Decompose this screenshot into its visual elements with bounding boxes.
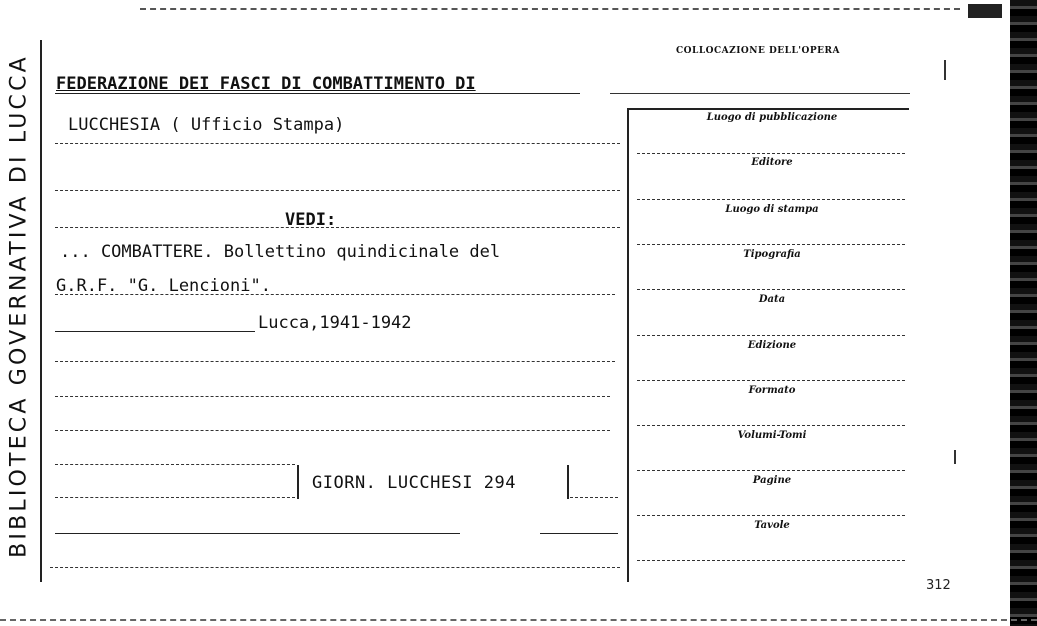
field-data: Data — [758, 294, 786, 305]
reference-line-1: ... COMBATTERE. Bollettino quindicinale del — [60, 242, 501, 262]
vedi-label: VEDI: — [285, 210, 337, 230]
field-rule — [637, 470, 905, 471]
ruled-line — [55, 464, 295, 465]
field-rule — [637, 289, 905, 290]
ruled-line — [55, 361, 615, 362]
field-rule — [637, 425, 905, 426]
ruled-line — [50, 567, 620, 568]
top-edge-mark — [968, 4, 1002, 18]
field-tavole: Tavole — [754, 520, 790, 531]
ruled-line — [55, 331, 255, 332]
heading-line-1: FEDERAZIONE DEI FASCI DI COMBATTIMENTO DI — [56, 74, 476, 94]
field-pagine: Pagine — [752, 475, 792, 486]
ruled-line — [55, 396, 610, 397]
library-name: BIBLIOTECA GOVERNATIVA DI LUCCA — [6, 54, 32, 558]
ruled-line — [55, 143, 620, 144]
ruled-line — [540, 533, 618, 534]
bottom-edge-border — [0, 619, 1037, 621]
margin-mark — [944, 60, 946, 80]
field-volumi-tomi: Volumi-Tomi — [737, 430, 807, 441]
field-tipografia: Tipografia — [743, 249, 801, 260]
field-editore: Editore — [751, 157, 793, 168]
field-edizione: Edizione — [747, 340, 797, 351]
ruled-line — [55, 533, 460, 534]
ruled-line — [55, 190, 620, 191]
handwritten-number: 312 — [926, 578, 951, 593]
field-luogo-stampa: Luogo di stampa — [725, 204, 819, 215]
field-rule — [637, 515, 905, 516]
shelfmark: GIORN. LUCCHESI 294 — [312, 473, 516, 493]
heading-line-2: LUCCHESIA ( Ufficio Stampa) — [68, 115, 345, 135]
top-edge-border — [140, 8, 960, 10]
field-formato: Formato — [748, 385, 796, 396]
ruled-line — [55, 430, 610, 431]
field-luogo-pubblicazione: Luogo di pubblicazione — [706, 112, 838, 123]
field-rule — [637, 153, 905, 154]
field-rule — [637, 244, 905, 245]
ruled-line — [570, 497, 618, 498]
ruled-line — [610, 93, 910, 94]
collocation-header: COLLOCAZIONE DELL'OPERA — [676, 46, 840, 56]
right-edge-border — [1010, 0, 1037, 626]
ruled-line — [55, 227, 620, 228]
spine-rule — [40, 40, 42, 582]
reference-place-date: Lucca,1941-1942 — [258, 313, 412, 333]
field-rule — [637, 335, 905, 336]
field-rule — [637, 380, 905, 381]
field-rule — [637, 560, 905, 561]
library-spine — [0, 0, 36, 600]
ruled-line — [55, 497, 295, 498]
margin-mark — [954, 450, 956, 464]
reference-line-2: G.R.F. "G. Lencioni". — [56, 276, 271, 296]
field-rule — [637, 199, 905, 200]
